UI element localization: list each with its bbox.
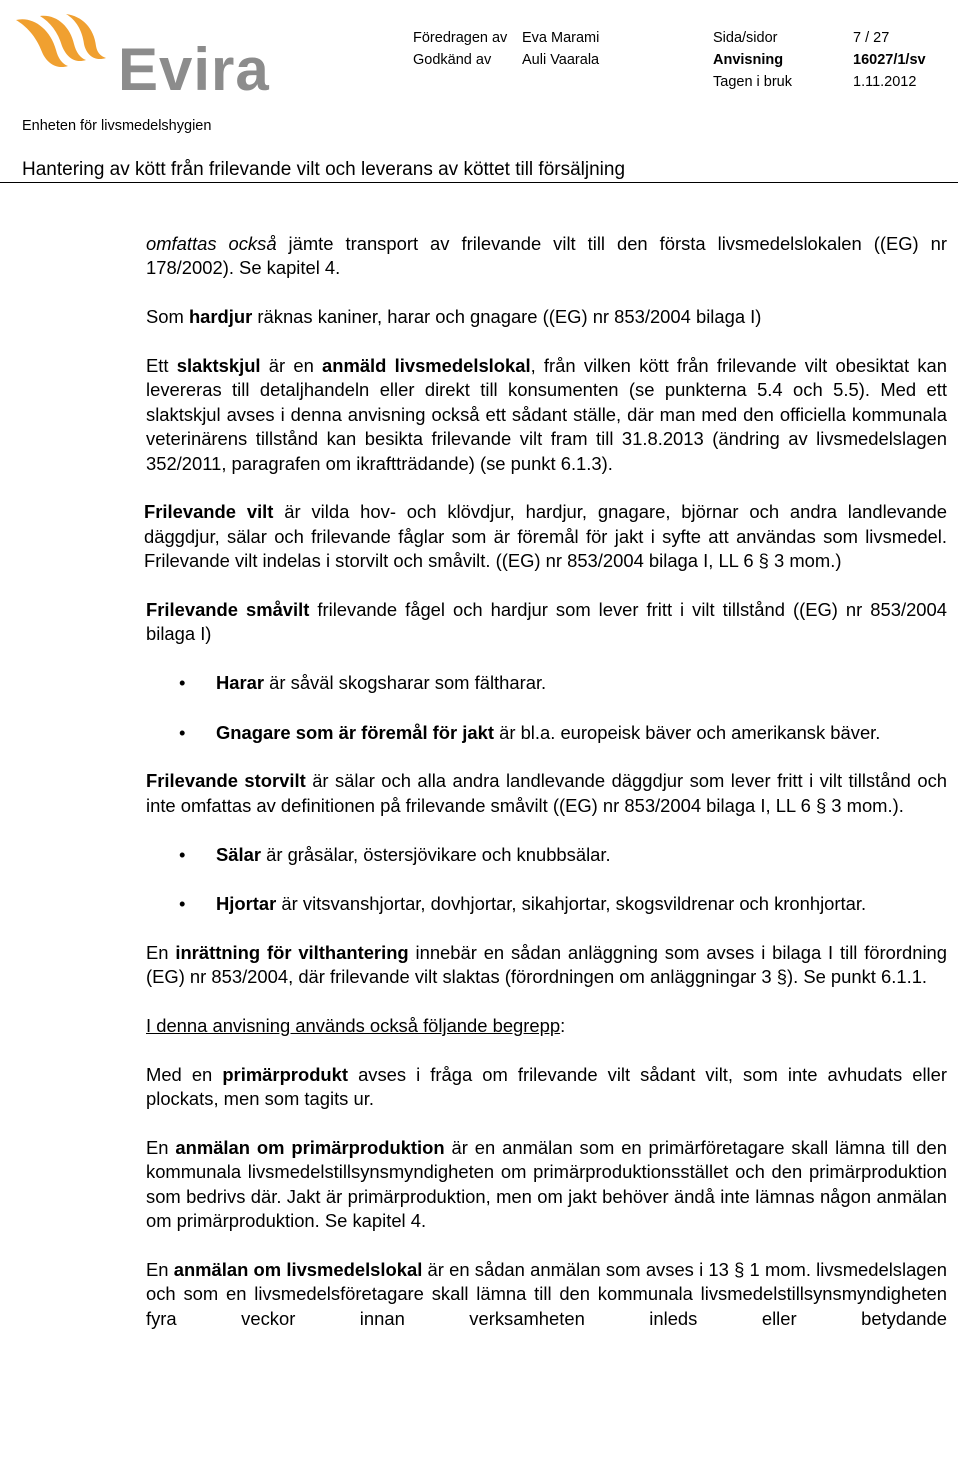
text: är bl.a. europeisk bäver och amerikansk bäver. [494,721,881,743]
text: Som [146,306,189,328]
term: inrättning för vilthantering [175,941,409,963]
text: : [560,1015,566,1037]
text: En [146,1259,174,1281]
evira-logo [10,12,270,103]
term: anmäld livsmedelslokal [322,355,531,376]
document-title: Hantering av kött från frilevande vilt och leverans av köttet till försäljning [22,159,626,180]
text: jämte transport av frilevande vilt till den första livsmedelslokalen ((EG) nr 178/2002). Se kapitel 4. [146,233,948,279]
term: hardjur [188,306,253,328]
list-item [146,892,947,916]
text: är såväl skogsharar som fältharar. [264,672,547,694]
text: räknas kaniner, harar och gnagare ((EG) nr 853/2004 bilaga I) [252,306,762,328]
document-body [146,232,947,1331]
paragraph-hardjur [146,305,947,329]
section-sign: § [815,794,827,816]
text: innebär en sådan anläggning som avses i bilaga I till förordning (EG) nr 853/2004, där frilevande vilt slaktas (förordningen om anläggningar 3 [146,941,948,988]
presenter-name: Eva Marami [522,30,600,46]
doc-type: Anvisning [713,52,784,68]
text: En [146,941,176,963]
paragraph-primarprodukt [146,1063,947,1112]
paragraph-slaktskjul [146,354,947,476]
text: är en anmälan som en primärföretagare skall lämna till den kommunala livsmedelstillsynsmyndigheten om primärproduktionsstället och den primärproduktion som bedrivs där. Jakt är primärproduktion, men om jakt behöver ändå inte lämnas någon anmälan om primärproduktion. Se kapitel 4. [146,1137,947,1232]
text: Ett [146,355,177,376]
text: En [146,1137,176,1159]
list-item [146,721,947,745]
text: 1 mom. livsmedelslagen och som en livsmedelsföretagare skall lämna till den kommunala livsmedelstillsynsmyndigheten fyra veckor innan verksamheten inleds eller betydande [146,1259,947,1329]
term: anmälan om livsmedelslokal [173,1259,423,1281]
text: avses i fråga om frilevande vilt sådant vilt, som inte avhudats eller plockats, men som tagits ur. [146,1063,947,1110]
section-sign: § [734,1259,745,1281]
term: Sälar [216,843,261,865]
text: är en [260,355,323,376]
term: Frilevande småvilt [146,599,310,621]
emphasis: omfattas också [146,233,277,254]
bullet-icon: • [179,721,186,743]
storvilt-list [146,843,947,917]
page-number: 7 / 27 [853,30,890,46]
term: primärprodukt [222,1063,349,1085]
text: är vilda hov- och klövdjur, hardjur, gnagare, björnar och andra landlevande däggdjur, sälar och frilevande fåglar som är föremål för jakt i syfte att användas som livsmedel. Frilevande vilt indelas i storvilt och småvilt. ((EG) nr 853/2004 bilaga I, LL 6 [144,501,947,572]
approver-name: Auli Vaarala [522,52,600,68]
paragraph-frilevande-vilt [144,500,947,573]
text: är gråsälar, östersjövikare och knubbsälar. [261,843,611,865]
effective-label: Tagen i bruk [713,74,792,90]
term: slaktskjul [176,355,261,376]
section-sign: § [758,550,769,572]
presenter-label: Föredragen av [413,30,508,46]
paragraph-anmalan-livsmedelslokal [146,1258,947,1331]
term: Frilevande vilt [144,501,274,523]
text: Med en [146,1063,223,1085]
bullet-icon: • [179,843,186,865]
underlined-heading: I denna anvisning används också följande begrepp [146,1015,561,1037]
text: är vitsvanshjortar, dovhjortar, sikahjortar, skogsvildrenar och kronhjortar. [276,893,867,915]
paragraph-vilthantering [146,941,947,990]
term: Harar [216,672,265,694]
text: ). Se punkt 6.1.1. [786,966,928,988]
paragraph-begrepp-heading [146,1014,947,1038]
list-item [146,843,947,867]
paragraph-smavilt [146,598,947,647]
term: Frilevande storvilt [146,770,306,792]
term: Hjortar [216,893,277,915]
term: anmälan om primärproduktion [175,1137,445,1159]
logo-wordmark: Evira [118,36,270,103]
effective-date: 1.11.2012 [853,74,917,90]
unit-name: Enheten för livsmedelshygien [22,118,212,134]
header-divider [0,182,958,183]
paragraph-scope [146,232,947,281]
text: 3 mom.). [826,794,904,816]
smavilt-list [146,671,947,745]
text: är en sådan anmälan som avses i 13 [422,1259,735,1281]
text: är sälar och alla andra landlevande däggdjur som lever fritt i vilt tillstånd och inte omfattas av definitionen på frilevande småvilt ((EG) nr 853/2004 bilaga I, LL 6 [146,770,947,816]
bullet-icon: • [179,893,186,915]
section-sign: § [776,966,787,988]
list-item [146,671,947,695]
text: frilevande fågel och hardjur som lever fritt i vilt tillstånd ((EG) nr 853/2004 bilaga I) [146,599,947,645]
bullet-icon: • [179,672,186,694]
page-label: Sida/sidor [713,30,778,46]
evira-logo-icon [10,12,120,92]
text: 3 mom.) [768,550,842,572]
approver-label: Godkänd av [413,52,492,68]
doc-number: 16027/1/sv [853,52,926,68]
paragraph-storvilt [146,769,947,818]
text: , från vilken kött från frilevande vilt obesiktat kan levereras till detaljhandeln eller direkt till konsumenten (se punkterna 5.4 och 5.5). Med ett slaktskjul avses i denna anvisning också ett sådant ställe, där man med den officiella kommunala veterinärens tillstånd kan besikta frilevande vilt fram till 31.8.2013 (ändring av livsmedelslagen 352/2011, paragrafen om ikraftträdande) (se punkt 6.1.3). [146,355,947,474]
term: Gnagare som är föremål för jakt [216,721,494,743]
paragraph-anmalan-primarproduktion [146,1136,947,1234]
